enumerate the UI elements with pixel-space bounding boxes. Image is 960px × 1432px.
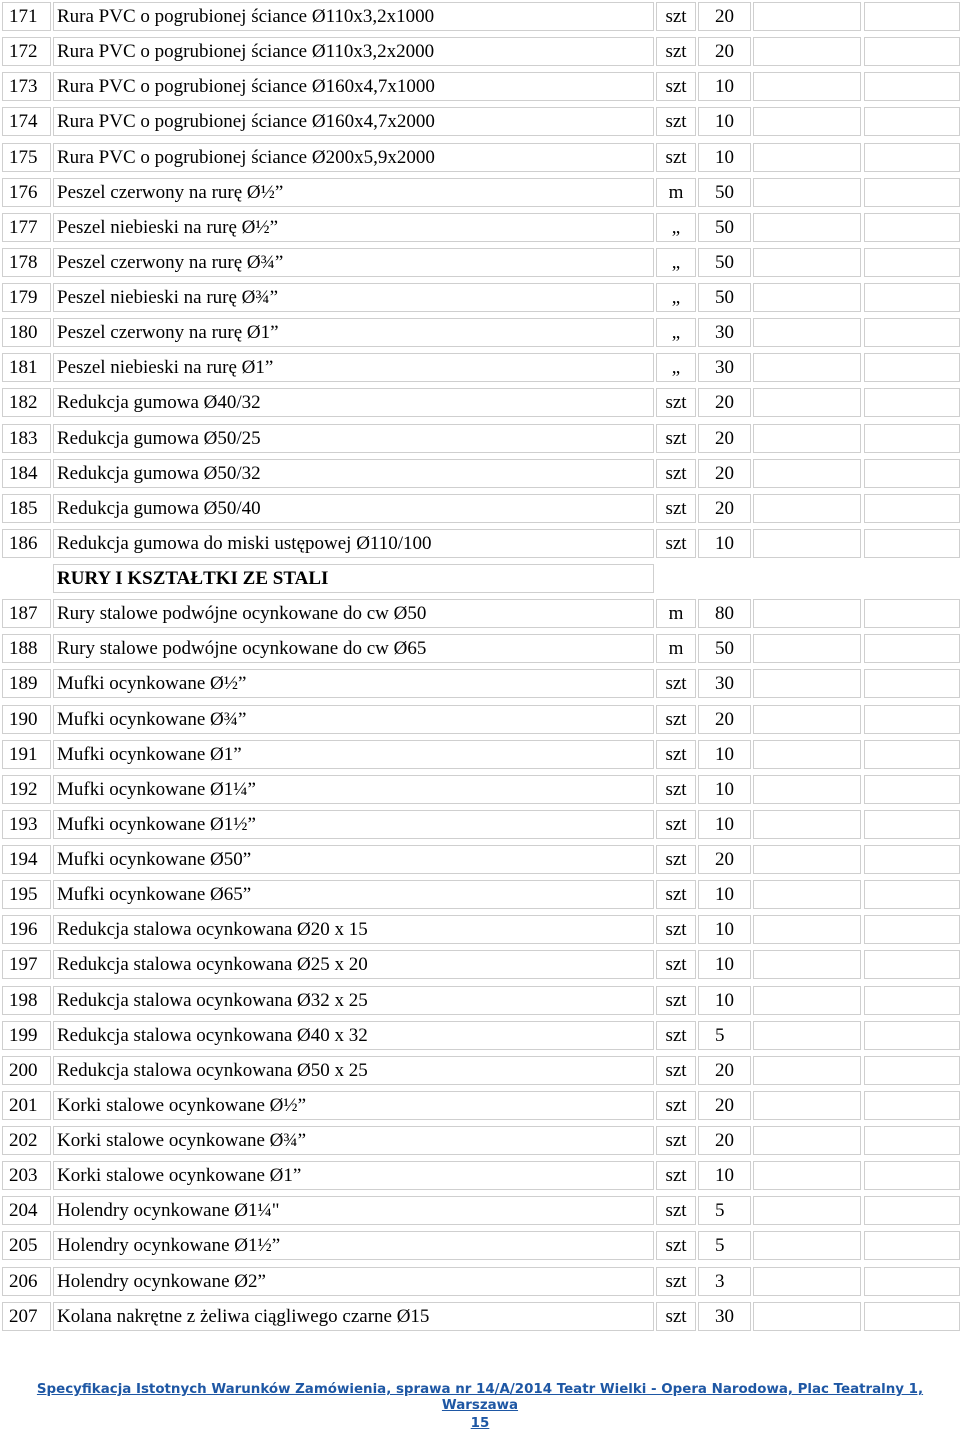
price-cell (753, 880, 861, 909)
quantity-cell: 20 (698, 388, 751, 417)
price-cell (753, 107, 861, 136)
price-cell (753, 318, 861, 347)
table-row (0, 843, 960, 878)
item-name-cell: Peszel czerwony na rurę Ø½” (53, 178, 654, 207)
row-number-cell: 194 (2, 845, 51, 874)
quantity-cell: 10 (698, 1161, 751, 1190)
row-number-cell: 206 (2, 1267, 51, 1296)
item-name-cell: Rura PVC o pogrubionej ściance Ø110x3,2x2000 (53, 37, 654, 66)
item-name-cell: Peszel czerwony na rurę Ø¾” (53, 248, 654, 277)
value-cell (864, 2, 960, 31)
table-row (0, 1194, 960, 1229)
table-row (0, 913, 960, 948)
row-number-cell: 198 (2, 986, 51, 1015)
item-name-cell: Redukcja gumowa Ø50/40 (53, 494, 654, 523)
row-number-cell: 186 (2, 529, 51, 558)
table-row (0, 667, 960, 702)
value-cell (864, 143, 960, 172)
price-cell (753, 143, 861, 172)
item-name-cell: Holendry ocynkowane Ø1¼" (53, 1196, 654, 1225)
table-row (0, 281, 960, 316)
footer-text: Specyfikacja Istotnych Warunków Zamówienia, sprawa nr 14/A/2014 Teatr Wielki - Opera Narodowa, Plac Teatralny 1, Warszawa (36, 1382, 924, 1413)
price-cell (753, 599, 861, 628)
value-cell (864, 529, 960, 558)
item-name-cell: Holendry ocynkowane Ø2” (53, 1267, 654, 1296)
table-row (0, 703, 960, 738)
unit-cell: szt (656, 1021, 696, 1050)
value-cell (864, 353, 960, 382)
item-name-cell: Peszel niebieski na rurę Ø¾” (53, 283, 654, 312)
table-row (0, 878, 960, 913)
quantity-cell: 30 (698, 353, 751, 382)
row-number-cell: 174 (2, 107, 51, 136)
item-name-cell: Mufki ocynkowane Ø65” (53, 880, 654, 909)
value-cell (864, 1161, 960, 1190)
value-cell (864, 669, 960, 698)
table-row (0, 35, 960, 70)
price-cell (753, 459, 861, 488)
quantity-cell: 20 (698, 1056, 751, 1085)
quantity-cell: 10 (698, 915, 751, 944)
row-number-cell: 180 (2, 318, 51, 347)
quantity-cell: 3 (698, 1267, 751, 1296)
row-number-cell: 190 (2, 705, 51, 734)
table-row (0, 141, 960, 176)
row-number-cell: 203 (2, 1161, 51, 1190)
price-cell (753, 810, 861, 839)
quantity-cell: 30 (698, 318, 751, 347)
unit-cell: szt (656, 986, 696, 1015)
value-cell (864, 1302, 960, 1331)
price-cell (753, 494, 861, 523)
value-cell (864, 880, 960, 909)
unit-cell: „ (656, 353, 696, 382)
row-number-cell: 184 (2, 459, 51, 488)
row-number-cell: 192 (2, 775, 51, 804)
price-cell (753, 705, 861, 734)
unit-cell: szt (656, 845, 696, 874)
quantity-cell: 20 (698, 494, 751, 523)
item-name-cell: Mufki ocynkowane Ø1¼” (53, 775, 654, 804)
row-number-cell: 171 (2, 2, 51, 31)
quantity-cell: 20 (698, 2, 751, 31)
value-cell (864, 1091, 960, 1120)
price-cell (753, 1302, 861, 1331)
row-number-cell: 182 (2, 388, 51, 417)
row-number-cell: 201 (2, 1091, 51, 1120)
table-row (0, 0, 960, 35)
value-cell (864, 37, 960, 66)
row-number-cell: 200 (2, 1056, 51, 1085)
quantity-cell: 10 (698, 143, 751, 172)
row-number-cell: 179 (2, 283, 51, 312)
row-number-cell: 205 (2, 1231, 51, 1260)
quantity-cell: 50 (698, 248, 751, 277)
price-cell (753, 1161, 861, 1190)
value-cell (864, 248, 960, 277)
item-name-cell: Redukcja stalowa ocynkowana Ø32 x 25 (53, 986, 654, 1015)
row-number-cell: 195 (2, 880, 51, 909)
quantity-cell: 20 (698, 845, 751, 874)
item-name-cell: Redukcja gumowa Ø50/25 (53, 424, 654, 453)
row-number-cell: 181 (2, 353, 51, 382)
value-cell (864, 740, 960, 769)
value-cell (864, 915, 960, 944)
price-cell (753, 634, 861, 663)
table-row (0, 1229, 960, 1264)
unit-cell: „ (656, 248, 696, 277)
quantity-cell: 5 (698, 1196, 751, 1225)
price-cell (753, 388, 861, 417)
table-row (0, 1019, 960, 1054)
value-cell (864, 705, 960, 734)
unit-cell: szt (656, 880, 696, 909)
item-name-cell: Redukcja gumowa Ø40/32 (53, 388, 654, 417)
unit-cell: szt (656, 775, 696, 804)
price-cell (753, 1126, 861, 1155)
unit-cell: szt (656, 1231, 696, 1260)
quantity-cell: 50 (698, 178, 751, 207)
quantity-cell: 20 (698, 705, 751, 734)
quantity-cell: 20 (698, 459, 751, 488)
item-name-cell: Redukcja gumowa Ø50/32 (53, 459, 654, 488)
quantity-cell: 10 (698, 950, 751, 979)
item-name-cell: Kolana nakrętne z żeliwa ciągliwego czarne Ø15 (53, 1302, 654, 1331)
quantity-cell: 10 (698, 880, 751, 909)
unit-cell: szt (656, 1302, 696, 1331)
row-number-cell: 176 (2, 178, 51, 207)
unit-cell: szt (656, 669, 696, 698)
table-row (0, 316, 960, 351)
quantity-cell: 10 (698, 529, 751, 558)
quantity-cell: 30 (698, 1302, 751, 1331)
item-name-cell: Mufki ocynkowane Ø½” (53, 669, 654, 698)
unit-cell: szt (656, 1056, 696, 1085)
quantity-cell: 20 (698, 1091, 751, 1120)
table-row (0, 211, 960, 246)
row-number-cell: 199 (2, 1021, 51, 1050)
section-title: RURY I KSZTAŁTKI ZE STALI (53, 564, 654, 593)
item-name-cell: Rura PVC o pogrubionej ściance Ø160x4,7x2000 (53, 107, 654, 136)
table-row (0, 1124, 960, 1159)
item-name-cell: Peszel czerwony na rurę Ø1” (53, 318, 654, 347)
quantity-cell: 10 (698, 72, 751, 101)
row-number-cell: 189 (2, 669, 51, 698)
quantity-cell: 10 (698, 107, 751, 136)
price-cell (753, 283, 861, 312)
row-number-cell: 185 (2, 494, 51, 523)
row-number-cell: 193 (2, 810, 51, 839)
price-cell (753, 986, 861, 1015)
row-number-cell (2, 564, 51, 593)
table-row (0, 808, 960, 843)
unit-cell: „ (656, 318, 696, 347)
page-number: 15 (470, 1416, 490, 1431)
item-name-cell: Peszel niebieski na rurę Ø1” (53, 353, 654, 382)
unit-cell: szt (656, 388, 696, 417)
unit-cell: m (656, 634, 696, 663)
table-row (0, 176, 960, 211)
quantity-cell: 20 (698, 1126, 751, 1155)
value-cell (864, 72, 960, 101)
unit-cell: szt (656, 37, 696, 66)
value-cell (864, 845, 960, 874)
section-header-row (0, 562, 960, 597)
item-name-cell: Peszel niebieski na rurę Ø½” (53, 213, 654, 242)
row-number-cell: 191 (2, 740, 51, 769)
price-cell (753, 37, 861, 66)
quantity-cell: 5 (698, 1021, 751, 1050)
price-cell (753, 1021, 861, 1050)
table-row (0, 1089, 960, 1124)
table-row (0, 105, 960, 140)
unit-cell: „ (656, 213, 696, 242)
price-cell (753, 2, 861, 31)
value-cell (864, 178, 960, 207)
value-cell (864, 986, 960, 1015)
unit-cell: „ (656, 283, 696, 312)
unit-cell: szt (656, 494, 696, 523)
value-cell (864, 1196, 960, 1225)
item-name-cell: Rura PVC o pogrubionej ściance Ø200x5,9x2000 (53, 143, 654, 172)
price-cell (753, 845, 861, 874)
item-name-cell: Korki stalowe ocynkowane Ø1” (53, 1161, 654, 1190)
quantity-cell: 10 (698, 986, 751, 1015)
value-cell (864, 424, 960, 453)
unit-cell: szt (656, 1091, 696, 1120)
row-number-cell: 177 (2, 213, 51, 242)
row-number-cell: 204 (2, 1196, 51, 1225)
price-cell (753, 529, 861, 558)
value-cell (864, 599, 960, 628)
unit-cell: szt (656, 740, 696, 769)
row-number-cell: 183 (2, 424, 51, 453)
unit-cell: szt (656, 459, 696, 488)
unit-cell: szt (656, 950, 696, 979)
table-row (0, 492, 960, 527)
unit-cell: szt (656, 2, 696, 31)
unit-cell: m (656, 178, 696, 207)
item-name-cell: Rury stalowe podwójne ocynkowane do cw Ø50 (53, 599, 654, 628)
value-cell (864, 634, 960, 663)
unit-cell: szt (656, 1161, 696, 1190)
quantity-cell: 50 (698, 634, 751, 663)
price-cell (753, 72, 861, 101)
row-number-cell: 202 (2, 1126, 51, 1155)
table-row (0, 1265, 960, 1300)
item-name-cell: Mufki ocynkowane Ø1” (53, 740, 654, 769)
value-cell (864, 213, 960, 242)
row-number-cell: 188 (2, 634, 51, 663)
price-cell (753, 775, 861, 804)
quantity-cell: 20 (698, 37, 751, 66)
value-cell (864, 1267, 960, 1296)
unit-cell: szt (656, 424, 696, 453)
quantity-cell: 50 (698, 213, 751, 242)
row-number-cell: 187 (2, 599, 51, 628)
value-cell (864, 283, 960, 312)
value-cell (864, 107, 960, 136)
value-cell (864, 318, 960, 347)
value-cell (864, 1021, 960, 1050)
quantity-cell: 80 (698, 599, 751, 628)
item-name-cell: Rura PVC o pogrubionej ściance Ø160x4,7x1000 (53, 72, 654, 101)
row-number-cell: 207 (2, 1302, 51, 1331)
item-name-cell: Holendry ocynkowane Ø1½” (53, 1231, 654, 1260)
quantity-cell: 10 (698, 810, 751, 839)
table-row (0, 457, 960, 492)
unit-cell: m (656, 599, 696, 628)
quantity-cell: 10 (698, 775, 751, 804)
item-name-cell: Rura PVC o pogrubionej ściance Ø110x3,2x1000 (53, 2, 654, 31)
row-number-cell: 178 (2, 248, 51, 277)
unit-cell: szt (656, 143, 696, 172)
price-cell (753, 1231, 861, 1260)
row-number-cell: 175 (2, 143, 51, 172)
unit-cell: szt (656, 107, 696, 136)
unit-cell: szt (656, 529, 696, 558)
price-cell (753, 1056, 861, 1085)
price-cell (753, 1196, 861, 1225)
unit-cell: szt (656, 915, 696, 944)
value-cell (864, 1126, 960, 1155)
item-name-cell: Mufki ocynkowane Ø1½” (53, 810, 654, 839)
value-cell (864, 810, 960, 839)
unit-cell: szt (656, 72, 696, 101)
row-number-cell: 173 (2, 72, 51, 101)
price-cell (753, 1267, 861, 1296)
price-cell (753, 915, 861, 944)
unit-cell: szt (656, 705, 696, 734)
quantity-cell: 10 (698, 740, 751, 769)
item-name-cell: Mufki ocynkowane Ø50” (53, 845, 654, 874)
price-cell (753, 353, 861, 382)
item-name-cell: Redukcja gumowa do miski ustępowej Ø110/100 (53, 529, 654, 558)
table-row (0, 386, 960, 421)
price-cell (753, 1091, 861, 1120)
row-number-cell: 196 (2, 915, 51, 944)
price-cell (753, 248, 861, 277)
row-number-cell: 172 (2, 37, 51, 66)
table-row (0, 70, 960, 105)
table-row (0, 1300, 960, 1335)
table-row (0, 632, 960, 667)
quantity-cell: 5 (698, 1231, 751, 1260)
unit-cell: szt (656, 1196, 696, 1225)
row-number-cell: 197 (2, 950, 51, 979)
table-row (0, 948, 960, 983)
quantity-cell: 30 (698, 669, 751, 698)
item-name-cell: Redukcja stalowa ocynkowana Ø20 x 15 (53, 915, 654, 944)
table-row (0, 351, 960, 386)
price-cell (753, 669, 861, 698)
page-footer (0, 1382, 960, 1432)
item-name-cell: Rury stalowe podwójne ocynkowane do cw Ø65 (53, 634, 654, 663)
item-name-cell: Redukcja stalowa ocynkowana Ø40 x 32 (53, 1021, 654, 1050)
item-name-cell: Korki stalowe ocynkowane Ø¾” (53, 1126, 654, 1155)
table-row (0, 246, 960, 281)
table-row (0, 422, 960, 457)
table-row (0, 984, 960, 1019)
value-cell (864, 494, 960, 523)
value-cell (864, 775, 960, 804)
unit-cell: szt (656, 810, 696, 839)
table-row (0, 738, 960, 773)
table-row (0, 1159, 960, 1194)
value-cell (864, 950, 960, 979)
value-cell (864, 1056, 960, 1085)
table-row (0, 527, 960, 562)
item-name-cell: Redukcja stalowa ocynkowana Ø50 x 25 (53, 1056, 654, 1085)
quantity-cell: 20 (698, 424, 751, 453)
price-cell (753, 424, 861, 453)
price-cell (753, 740, 861, 769)
price-cell (753, 950, 861, 979)
price-cell (753, 178, 861, 207)
value-cell (864, 459, 960, 488)
table-row (0, 773, 960, 808)
item-name-cell: Korki stalowe ocynkowane Ø½” (53, 1091, 654, 1120)
item-name-cell: Mufki ocynkowane Ø¾” (53, 705, 654, 734)
table-row (0, 597, 960, 632)
price-cell (753, 213, 861, 242)
value-cell (864, 388, 960, 417)
quantity-cell: 50 (698, 283, 751, 312)
unit-cell: szt (656, 1126, 696, 1155)
unit-cell: szt (656, 1267, 696, 1296)
item-name-cell: Redukcja stalowa ocynkowana Ø25 x 20 (53, 950, 654, 979)
value-cell (864, 1231, 960, 1260)
table-row (0, 1054, 960, 1089)
